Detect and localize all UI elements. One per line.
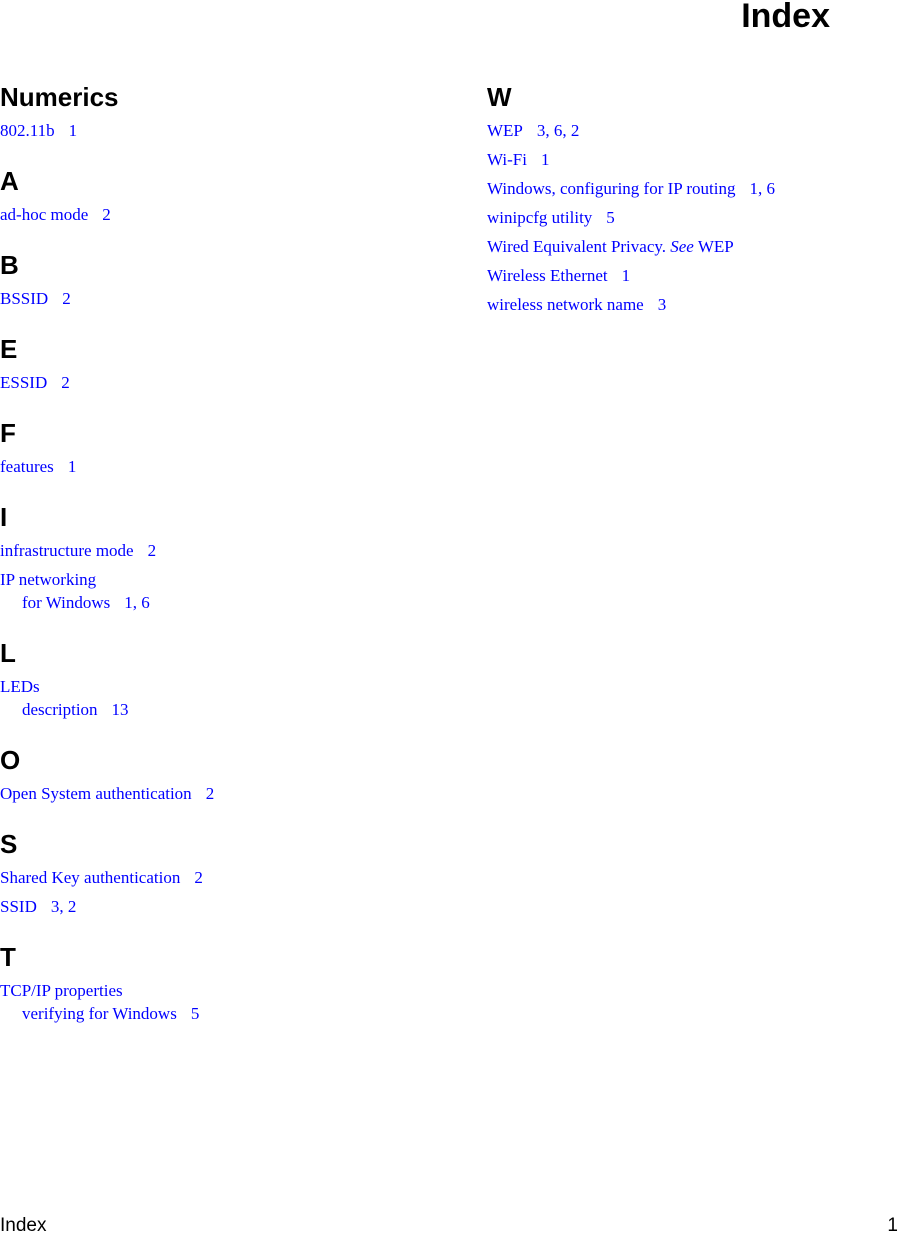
index-section-w <box>487 80 887 316</box>
index-section-o <box>0 743 440 805</box>
index-section-l <box>0 636 440 721</box>
index-entry-ad-hoc-mode[interactable] <box>0 204 440 226</box>
page-numbers <box>541 150 550 169</box>
index-term[interactable]: for Windows <box>22 593 111 612</box>
index-section-i <box>0 500 440 614</box>
page-numbers <box>51 897 77 916</box>
page-numbers <box>112 700 129 719</box>
footer-page-number: 1 <box>887 1215 898 1236</box>
index-term[interactable]: ad-hoc mode <box>0 205 89 224</box>
index-section-numerics <box>0 80 440 142</box>
index-entry-infrastructure-mode[interactable] <box>0 540 440 562</box>
page-numbers <box>69 121 78 140</box>
index-term[interactable]: Wi-Fi <box>487 150 527 169</box>
index-entry-tcp-ip-properties[interactable] <box>0 980 440 1002</box>
index-section-a <box>0 164 440 226</box>
index-term[interactable]: IP networking <box>0 570 97 589</box>
page-numbers <box>62 289 71 308</box>
page-link[interactable]: 1 <box>68 121 78 140</box>
index-subentry-for-windows[interactable] <box>0 592 440 614</box>
footer-section-label: Index <box>0 1215 47 1236</box>
index-term[interactable]: Open System authentication <box>0 784 192 803</box>
page-numbers <box>124 593 150 612</box>
page-link[interactable]: , 6 <box>545 121 562 140</box>
index-entry-windows-configuring-for-ip-routing[interactable] <box>487 178 887 200</box>
index-entry-bssid[interactable] <box>0 288 440 310</box>
index-term[interactable]: Wired Equivalent Privacy. <box>487 237 667 256</box>
page-link[interactable]: 3 <box>657 295 667 314</box>
index-term[interactable]: verifying for Windows <box>22 1004 177 1023</box>
section-heading: W <box>487 82 512 112</box>
index-entry-ssid[interactable] <box>0 896 440 918</box>
page-link[interactable]: 2 <box>205 784 215 803</box>
page-numbers <box>102 205 111 224</box>
page-link[interactable]: 5 <box>190 1004 200 1023</box>
index-entry-open-system-authentication[interactable] <box>0 783 440 805</box>
section-heading: O <box>0 745 21 775</box>
index-entry-wi-fi[interactable] <box>487 149 887 171</box>
section-heading: A <box>0 166 19 196</box>
index-term[interactable]: Shared Key authentication <box>0 868 181 887</box>
page-link[interactable]: 13 <box>111 700 129 719</box>
page-numbers <box>191 1004 200 1023</box>
page-link[interactable]: 2 <box>102 205 111 224</box>
section-heading: L <box>0 638 16 668</box>
section-heading: I <box>0 502 8 532</box>
index-term[interactable]: description <box>22 700 98 719</box>
page-link[interactable]: 1 <box>749 179 758 198</box>
index-entry-wep[interactable] <box>487 120 887 142</box>
page-link[interactable]: , 6 <box>133 593 150 612</box>
index-entry-winipcfg-utility[interactable] <box>487 207 887 229</box>
index-section-s <box>0 827 440 918</box>
page-numbers <box>206 784 215 803</box>
index-entry-ip-networking[interactable] <box>0 569 440 591</box>
page-numbers <box>749 179 775 198</box>
page-footer <box>0 1215 898 1239</box>
index-entry-wired-equivalent-privacy[interactable] <box>487 236 887 258</box>
section-heading: F <box>0 418 16 448</box>
page-link[interactable]: , 6 <box>758 179 775 198</box>
page-numbers <box>658 295 667 314</box>
index-entry-wireless-ethernet[interactable] <box>487 265 887 287</box>
index-term[interactable]: infrastructure mode <box>0 541 134 560</box>
page-link[interactable]: , 2 <box>59 897 76 916</box>
page-link[interactable]: 1 <box>67 457 77 476</box>
index-term[interactable]: Wireless Ethernet <box>487 266 608 285</box>
index-term[interactable]: winipcfg utility <box>487 208 593 227</box>
page-numbers <box>537 121 580 140</box>
index-section-e <box>0 332 440 394</box>
section-heading: E <box>0 334 18 364</box>
page-link[interactable]: , 2 <box>562 121 579 140</box>
see-reference-label: See <box>670 237 694 256</box>
section-heading: S <box>0 829 18 859</box>
index-subentry-description[interactable] <box>0 699 440 721</box>
page-link[interactable]: 2 <box>147 541 157 560</box>
page-link[interactable]: 2 <box>62 289 71 308</box>
section-heading: T <box>0 942 16 972</box>
page-link[interactable]: 3 <box>536 121 546 140</box>
index-term[interactable]: wireless network name <box>487 295 644 314</box>
page-numbers <box>148 541 157 560</box>
index-entry-wireless-network-name[interactable] <box>487 294 887 316</box>
index-column-right <box>487 80 887 338</box>
index-subentry-verifying-for-windows[interactable] <box>0 1003 440 1025</box>
page-title: Index <box>741 0 830 35</box>
page-numbers <box>61 373 70 392</box>
page-link[interactable]: 3 <box>50 897 60 916</box>
page-numbers <box>622 266 631 285</box>
index-section-t <box>0 940 440 1025</box>
section-heading: B <box>0 250 19 280</box>
index-section-b <box>0 248 440 310</box>
index-entry-leds[interactable] <box>0 676 440 698</box>
index-column-left <box>0 80 440 1047</box>
index-entry-shared-key-authentication[interactable] <box>0 867 440 889</box>
page-link[interactable]: 1 <box>540 150 550 169</box>
index-entry-802-11b[interactable] <box>0 120 440 142</box>
index-term[interactable]: TCP/IP properties <box>0 981 123 1000</box>
index-entry-essid[interactable] <box>0 372 440 394</box>
page-numbers <box>194 868 203 887</box>
index-term[interactable]: SSID <box>0 897 37 916</box>
page-link[interactable]: 1 <box>124 593 133 612</box>
index-term[interactable]: features <box>0 457 54 476</box>
index-term[interactable]: ESSID <box>0 373 48 392</box>
page-link[interactable]: 2 <box>61 373 70 392</box>
page-link[interactable]: 1 <box>621 266 631 285</box>
index-entry-features[interactable] <box>0 456 440 478</box>
index-term[interactable]: BSSID <box>0 289 49 308</box>
page-link[interactable]: 2 <box>194 868 203 887</box>
index-term[interactable]: Windows, configuring for IP routing <box>487 179 736 198</box>
index-term[interactable]: LEDs <box>0 677 40 696</box>
page-numbers <box>68 457 77 476</box>
index-term[interactable]: WEP <box>487 121 523 140</box>
see-reference-target[interactable]: WEP <box>697 237 734 256</box>
page-numbers <box>606 208 615 227</box>
section-heading: Numerics <box>0 82 119 112</box>
index-section-f <box>0 416 440 478</box>
page-link[interactable]: 5 <box>606 208 615 227</box>
index-term[interactable]: 802.11b <box>0 121 55 140</box>
